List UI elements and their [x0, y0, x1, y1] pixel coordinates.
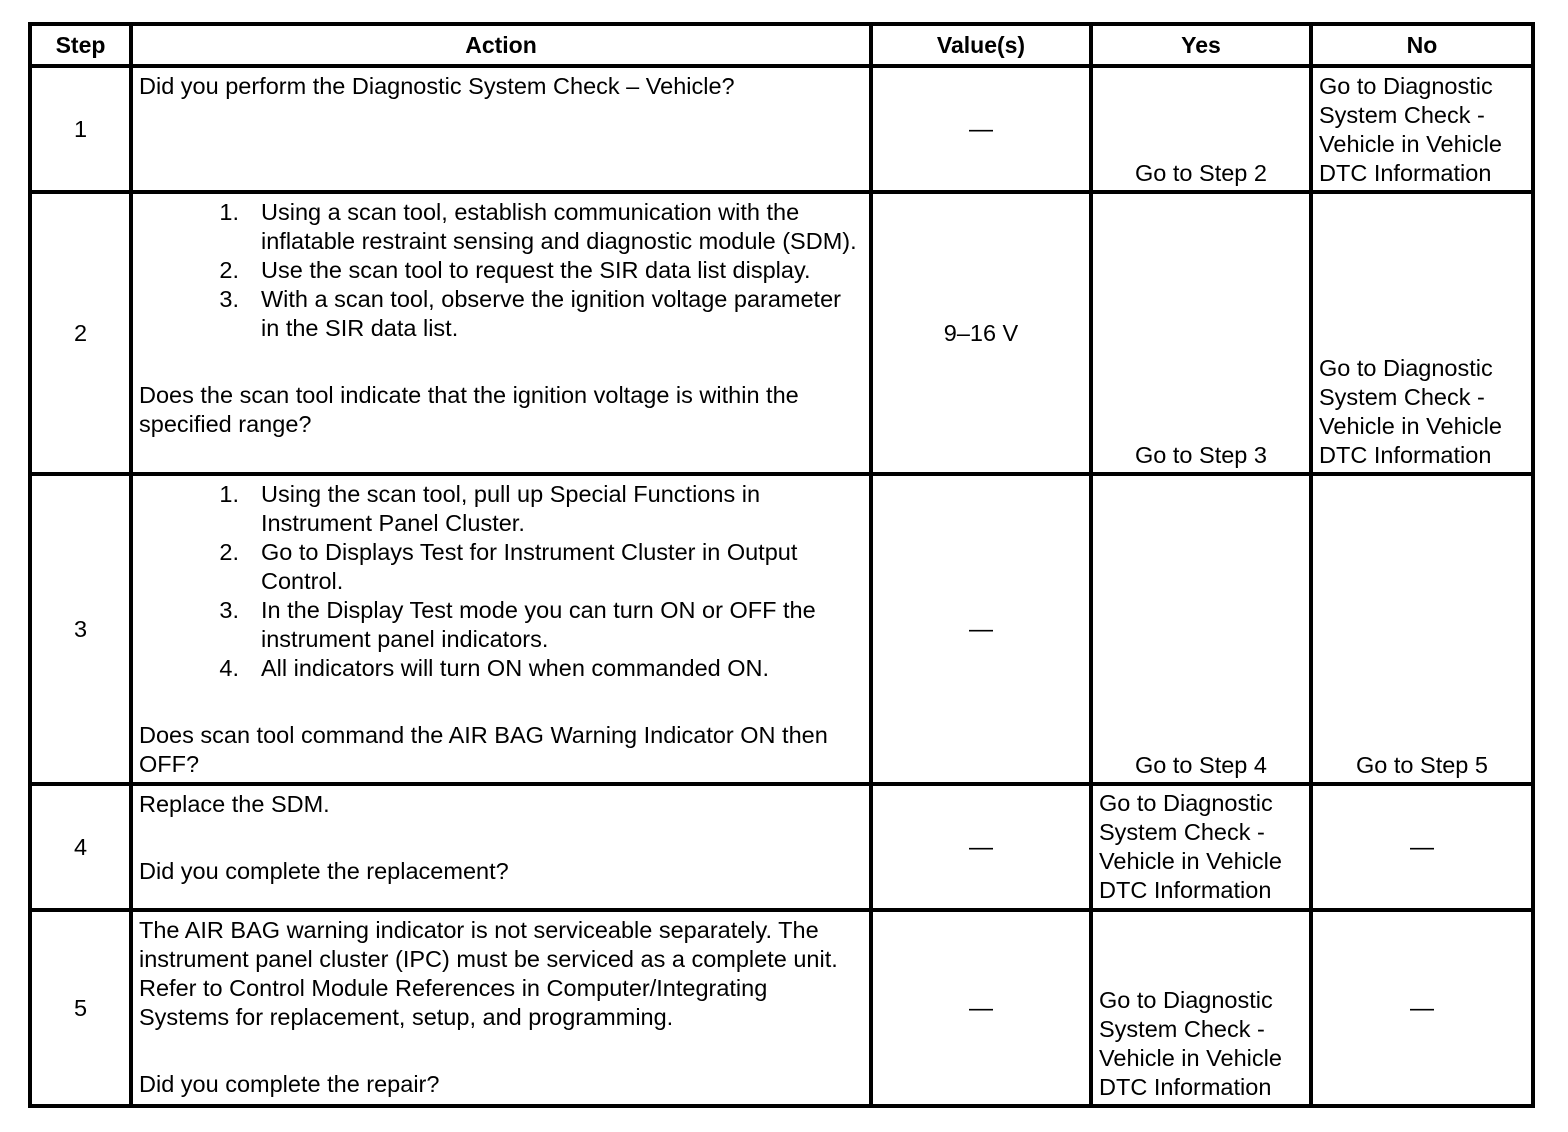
yes-text: Go to Diagnostic System Check - Vehicle in Vehicle DTC Information — [1099, 987, 1282, 1100]
list-item: 4. All indicators will turn ON when commanded ON. — [219, 655, 770, 681]
yes-cell — [1091, 784, 1311, 910]
action-question: Does the scan tool indicate that the ignition voltage is within the specified range? — [139, 382, 799, 437]
value-cell: — — [871, 784, 1091, 910]
yes-cell — [1091, 66, 1311, 192]
action-text: The AIR BAG warning indicator is not serviceable separately. The instrument panel cluster (IPC) must be serviced as a complete unit. Refer to Control Module References in Computer/Integrating Systems for replacement, setup, and programming. — [139, 917, 838, 1030]
action-cell — [131, 66, 871, 192]
step-number: 3 — [30, 474, 131, 784]
header-no: No — [1311, 24, 1533, 66]
action-question: Did you complete the replacement? — [139, 858, 509, 884]
value-cell: — — [871, 66, 1091, 192]
no-cell — [1311, 66, 1533, 192]
yes-cell — [1091, 474, 1311, 784]
step-number: 5 — [30, 910, 131, 1106]
no-cell: — — [1311, 784, 1533, 910]
action-steps-list — [139, 480, 863, 683]
no-text: Go to Step 5 — [1356, 752, 1488, 778]
no-text: Go to Diagnostic System Check - Vehicle in Vehicle DTC Information — [1319, 73, 1502, 186]
yes-text: Go to Step 2 — [1135, 160, 1267, 186]
list-item: 2. Go to Displays Test for Instrument Cluster in Output Control. — [219, 539, 798, 594]
list-item: 2. Use the scan tool to request the SIR data list display. — [219, 257, 811, 283]
step-number: 1 — [30, 66, 131, 192]
step-number: 2 — [30, 192, 131, 474]
no-text: Go to Diagnostic System Check - Vehicle in Vehicle DTC Information — [1319, 355, 1502, 468]
no-cell — [1311, 192, 1533, 474]
header-step: Step — [30, 24, 131, 66]
list-item: 1. Using a scan tool, establish communication with the inflatable restraint sensing and diagnostic module (SDM). — [219, 199, 857, 254]
action-cell — [131, 474, 871, 784]
table-row-step-3 — [30, 474, 1533, 784]
header-action: Action — [131, 24, 871, 66]
action-question: Does scan tool command the AIR BAG Warning Indicator ON then OFF? — [139, 722, 828, 777]
value-cell: 9–16 V — [871, 192, 1091, 474]
header-row — [30, 24, 1533, 66]
header-yes: Yes — [1091, 24, 1311, 66]
step-number: 4 — [30, 784, 131, 910]
table-row-step-2 — [30, 192, 1533, 474]
action-question: Did you complete the repair? — [139, 1071, 440, 1097]
value-cell: — — [871, 910, 1091, 1106]
action-steps-list — [139, 198, 863, 343]
yes-text: Go to Diagnostic System Check - Vehicle in Vehicle DTC Information — [1099, 790, 1282, 903]
table-row-step-4 — [30, 784, 1533, 910]
yes-text: Go to Step 4 — [1135, 752, 1267, 778]
action-cell — [131, 192, 871, 474]
value-cell: — — [871, 474, 1091, 784]
list-item: 1. Using the scan tool, pull up Special Functions in Instrument Panel Cluster. — [219, 481, 761, 536]
yes-cell — [1091, 910, 1311, 1106]
action-text: Did you perform the Diagnostic System Check – Vehicle? — [139, 73, 735, 99]
list-item: 3. With a scan tool, observe the ignition voltage parameter in the SIR data list. — [219, 286, 841, 341]
list-item: 3. In the Display Test mode you can turn ON or OFF the instrument panel indicators. — [219, 597, 816, 652]
diagnostic-table — [28, 22, 1535, 1108]
yes-text: Go to Step 3 — [1135, 442, 1267, 468]
table-row-step-5 — [30, 910, 1533, 1106]
action-text: Replace the SDM. — [139, 791, 330, 817]
action-cell — [131, 910, 871, 1106]
header-values: Value(s) — [871, 24, 1091, 66]
action-cell — [131, 784, 871, 910]
no-cell — [1311, 474, 1533, 784]
yes-cell — [1091, 192, 1311, 474]
table-row-step-1 — [30, 66, 1533, 192]
no-cell: — — [1311, 910, 1533, 1106]
